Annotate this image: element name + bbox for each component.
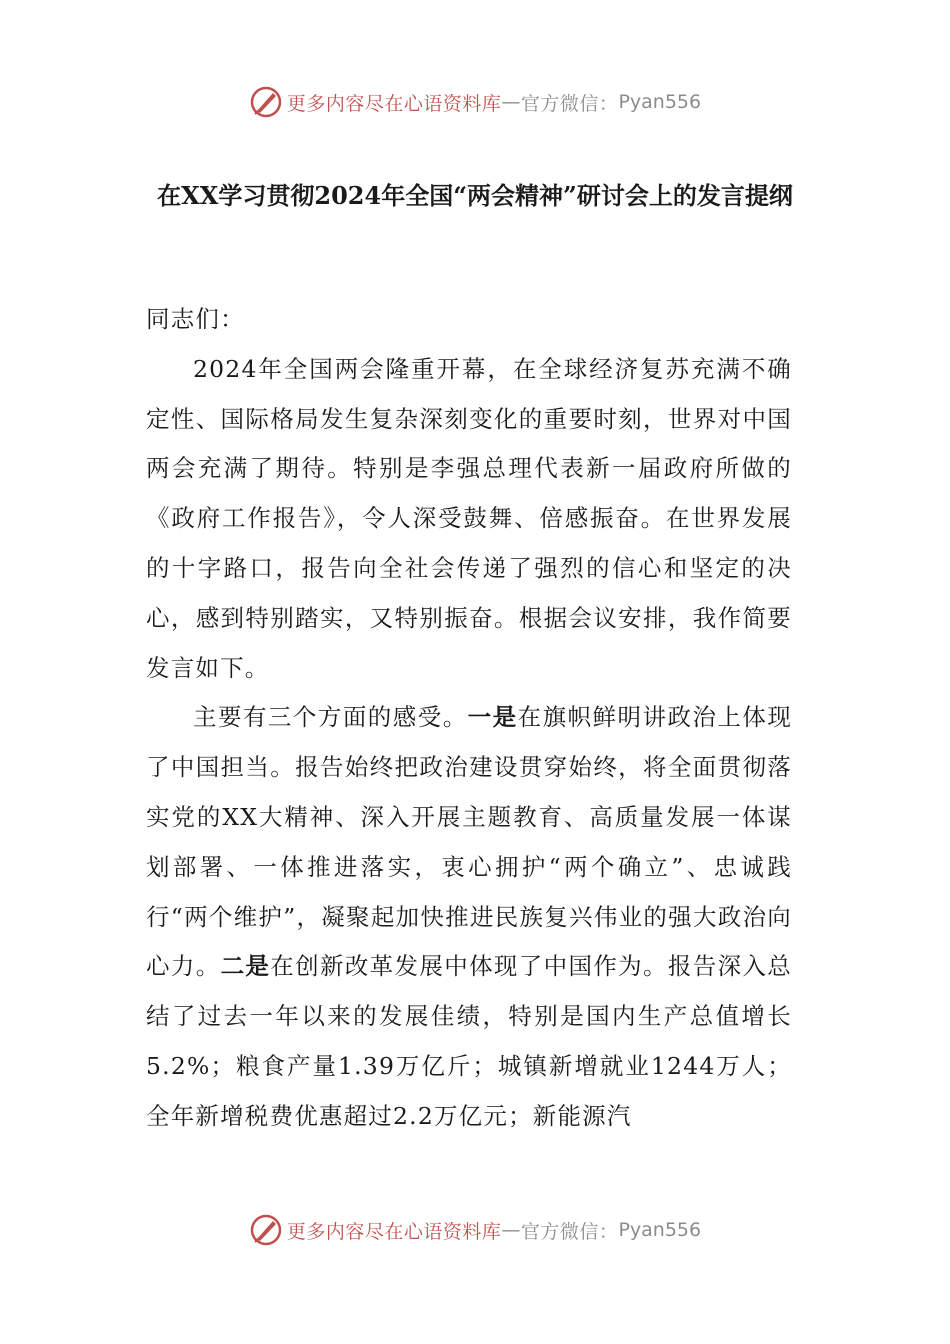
paragraph-1: 2024年全国两会隆重开幕，在全球经济复苏充满不确定性、国际格局发生复杂深刻变化的重要时刻，世界对中国两会充满了期待。特别是李强总理代表新一届政府所做的《政府工作报告》，令人深受鼓舞、倍感振奋。在世界发展的十字路口，报告向全社会传递了强烈的信心和坚定的决心，感到特别踏实，又特别振奋。根据会议安排，我作简要发言如下。 bbox=[146, 354, 792, 682]
watermark-dash: — bbox=[501, 1219, 521, 1241]
point-2-label: 二是 bbox=[220, 952, 271, 981]
point-2-text: 在创新改革发展中体现了中国作为。报告深入总结了过去一年以来的发展佳绩，特别是国内生产总值增长5.2%；粮食产量1.39万亿斤；城镇新增就业1244万人；全年新增税费优惠超过2.2万亿元；新能源汽 bbox=[146, 952, 792, 1130]
quill-logo-icon bbox=[249, 85, 283, 119]
watermark-site-text: 更多内容尽在心语资料库 bbox=[286, 92, 502, 115]
watermark-dash: — bbox=[501, 91, 521, 113]
document-title: 在XX学习贯彻2024年全国“两会精神”研讨会上的发言提纲 bbox=[157, 181, 793, 210]
watermark-contact-id: Pyan556 bbox=[618, 91, 702, 113]
point-1-label: 一是 bbox=[467, 703, 518, 732]
document-body bbox=[146, 295, 792, 1142]
watermark-contact-label: 官方微信： bbox=[520, 92, 619, 115]
watermark-banner-top bbox=[0, 80, 950, 124]
watermark-contact-id: Pyan556 bbox=[618, 1219, 702, 1241]
watermark-banner-bottom bbox=[0, 1208, 950, 1252]
watermark-site-text: 更多内容尽在心语资料库 bbox=[286, 1220, 502, 1243]
point-1-text: 在旗帜鲜明讲政治上体现了中国担当。报告始终把政治建设贯穿始终，将全面贯彻落实党的XX大精神、深入开展主题教育、高质量发展一体谋划部署、一体推进落实，衷心拥护“两个确立”、忠诚践行“两个维护”，凝聚起加快推进民族复兴伟业的强大政治向心力。 bbox=[146, 703, 793, 981]
paragraph-2 bbox=[146, 693, 792, 1141]
salutation: 同志们： bbox=[146, 305, 245, 333]
quill-logo-icon bbox=[249, 1213, 283, 1247]
para2-intro: 主要有三个方面的感受。 bbox=[193, 703, 468, 732]
watermark-contact-label: 官方微信： bbox=[520, 1220, 619, 1243]
